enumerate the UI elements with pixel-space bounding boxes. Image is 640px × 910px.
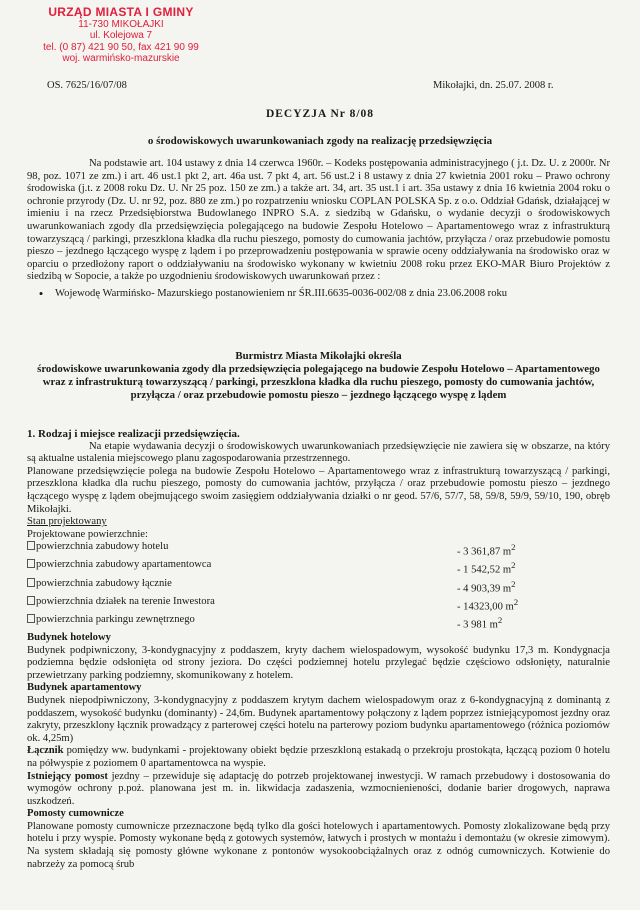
area-row [27,541,610,559]
place-date: Mikołajki, dn. 25.07. 2008 r. [433,80,554,91]
checkbox-icon [27,559,35,568]
office-stamp [2,6,240,65]
area-unit-sup: 2 [511,542,516,553]
area-value: - 3 361,87 m [457,546,512,558]
area-row [27,578,610,596]
lacznik-paragraph [27,745,610,770]
areas-label: Projektowane powierzchnie: [27,528,148,540]
bullet-dot-icon: • [38,285,44,301]
stamp-postcode-city: 11-730 MIKOŁAJKI [78,18,164,30]
section-1 [27,428,610,871]
area-value: - 14323,00 m [457,601,514,613]
area-row [27,559,610,577]
stamp-region: woj. warmińsko-mazurskie [62,53,180,65]
stamp-office-name: URZĄD MIASTA I GMINY [48,5,194,19]
area-row [27,614,610,632]
pomost-text: jezdny – przewiduje się adaptację do potrzeb projektowanej inwestycji. W ramach przebudowy i dostosowania do wymogów ochrony p.poż. planowana jest m. in. likwidacja zadaszenia, wzmocnienieności, dodanie barier drogowych, naprawa uszkodzeń. [27,770,611,807]
bullet-text: Wojewodę Warmińsko- Mazurskiego postanowieniem nr ŚR.III.6635-0036-002/08 z dnia 23.06.2008 roku [55,287,508,299]
section-1-paragraph-2: Planowane przedsięwzięcie polega na budowie Zespołu Hotelowo – Apartamentowego wraz z infrastrukturą towarzyszącą / parkingi, przeszklona kładka dla ruchu pieszego, pomosty do cumowania jachtów, przyłącza / oraz przebudowie pomostu pieszo – jezdnego łączącego wyspę z lądem obejmującego swoim zasięgiem oddziaływania działki o nr geod. 57/6, 57/7, 58, 59/8, 59/9, 59/10, 190, obręb Mikołajki. [27,465,610,515]
reference-number: OS. 7625/16/07/08 [47,80,127,91]
hotel-heading: Budynek hotelowy [27,631,111,643]
section-1-heading: 1. Rodzaj i miejsce realizacji przedsięwzięcia. [27,428,240,440]
document-subtitle: o środowiskowych uwarunkowaniach zgody na realizację przedsięwzięcia [147,135,493,147]
area-value: - 4 903,39 m [457,583,512,595]
area-label: powierzchnia parkingu zewnętrznego [36,613,195,625]
intro-paragraph: Na podstawie art. 104 ustawy z dnia 14 czerwca 1960r. – Kodeks postępowania administracyjnego ( j.t. Dz. U. z 2000r. Nr 98, poz. 1071 ze zm.) i art. 46 ust.1 pkt 2, art. 46a ust. 7 pkt 4, art. 56 ust.2 i 8 ustawy z dnia 27 kwietnia 2001 roku – Prawo ochrony środowiska (j.t. z 2008 roku Dz. U. Nr 25 poz. 150 ze zm.) a także art. 34, art. 35 ust.1 i art. 35a ustawy z dnia 16 kwietnia 2004 roku o ochronie przyrody (Dz. U. nr 92, poz. 880 ze zm.) po rozpatrzeniu wniosku COPLAN POLSKA Sp. z o.o. Oddział Gdańsk, działającej w imieniu i na rzecz Przedsiębiorstwa Budowlanego INPRO S.A. z siedzibą w Gdańsku, o wydanie decyzji o środowiskowych uwarunkowaniach zgody dla przedsięwzięcia polegającego na budowie Zespołu Hotelowo – Apartamentowego wraz z infrastrukturą towarzyszącą / parkingi, przeszklona kładka dla ruchu pieszego, pomosty do cumowania jachtów, przyłącza / oraz przebudowie pomostu pieszo – jezdnego łączącego wyspę z lądem i po przeprowadzeniu postępowania w sprawie oceny oddziaływania na środowisko oraz w oparciu o przedłożony raport o oddziaływaniu na środowisko wykonany w kwietniu 2008 roku przez EKO-MAR Biuro Projektów z siedzibą w Sopocie, a także po uzgodnieniu środowiskowych uwarunkowań przez : [27,158,610,283]
pomost-label: Istniejący pomost [27,770,108,782]
decision-heading: Burmistrz Miasta Mikołajki określa [235,350,402,362]
area-unit-sup: 2 [497,614,503,625]
area-value: - 1 542,52 m [457,565,512,576]
area-unit-sup: 2 [511,578,516,589]
area-row [27,596,610,614]
decision-body: środowiskowe uwarunkowania zgody dla przedsięwzięcia polegającego na budowie Zespołu Hotelowo – Apartamentowego wraz z infrastrukturą towarzyszącą / parkingi, przeszklona kładka dla ruchu pieszego, pomosty do cumowania jachtów, przyłącza / oraz przebudowie pomostu pieszo – jezdnego łączącego wyspę z lądem [37,362,600,401]
area-label: powierzchnia działek na terenie Inwestora [36,595,215,607]
cumownicze-text: Planowane pomosty cumownicze przeznaczone będą tylko dla gości hotelowych i apartamentowych. Pomosty zlokalizowane będą przy hotelu i przy wyspie. Pomosty wykonane będą z gotowych systemów, łatwych i prostych w montażu i demontażu (w okresie zimowym). Na system składają się pomosty główne wykonane z pontonów wysokoobciążalnych oraz z odnóg cumowniczych. Kotwienie do nabrzeży za pomocą śrub [27,820,610,870]
intro-block [27,158,610,301]
checkbox-icon [27,578,35,587]
area-unit-sup: 2 [511,560,516,571]
checkbox-icon [27,596,35,605]
apartment-heading: Budynek apartamentowy [27,682,142,694]
stan-projektowany-label: Stan projektowany [27,516,107,528]
cumownicze-heading: Pomosty cumownicze [27,808,124,820]
bullet-item [27,285,610,301]
hotel-text: Budynek podpiwniczony, 3-kondygnacyjny z poddaszem, kryty dachem wielospadowym, wysokość budynku 17,3 m. Kondygnacja podziemna będzie odsłonięta od strony jeziora. Do części podziemnej hotelu przylegać będzie częściowo odsłonięty, naturalnie przewietrzany parking podziemny, skomunikowany z hotelem. [27,644,610,681]
area-label: powierzchnia zabudowy apartamentowca [36,559,212,571]
apartment-text: Budynek niepodpiwniczony, 3-kondygnacyjny z poddaszem krytym dachem wielospadowym oraz z 6-kondygnacyjną z dominantą z poddaszem, wysokość budynku (dominanty) - 24,6m. Budynek apartamentowy połączony z lądem poprzez istniejącypomost jezdny oraz zakryty, przeszklony łącznik prowadzący z parterowej części hotelu na parterowy poziom budynku apartamentowego (różnica poziomów ok. 4,25m) [27,694,610,744]
pomost-paragraph [27,771,610,809]
lacznik-text: pomiędzy ww. budynkami - projektowany obiekt będzie przeszkloną estakadą o przekroju prostokąta, łączącą poziom 0 hotelu na półwyspie z poziomem 0 apartamentowca na wyspie. [27,745,610,769]
areas-list [27,541,610,632]
area-value: - 3 981 m [457,619,498,631]
decision-block [27,350,610,402]
checkbox-icon [27,541,35,550]
section-1-paragraph-1: Na etapie wydawania decyzji o środowiskowych uwarunkowaniach przedsięwzięcie nie zawiera się w obszarze, na który są aktualne ustalenia miejscowego planu zagospodarowania przestrzennego. [27,440,610,465]
lacznik-label: Łącznik [27,745,64,757]
stamp-street: ul. Kolejowa 7 [89,30,153,42]
document-title: DECYZJA Nr 8/08 [265,108,375,120]
area-label: powierzchnia zabudowy łącznie [36,577,172,589]
checkbox-icon [27,614,35,623]
area-unit-sup: 2 [513,596,519,607]
stamp-phone: tel. (0 87) 421 90 50, fax 421 90 99 [43,41,199,53]
area-label: powierzchnia zabudowy hotelu [36,541,169,553]
